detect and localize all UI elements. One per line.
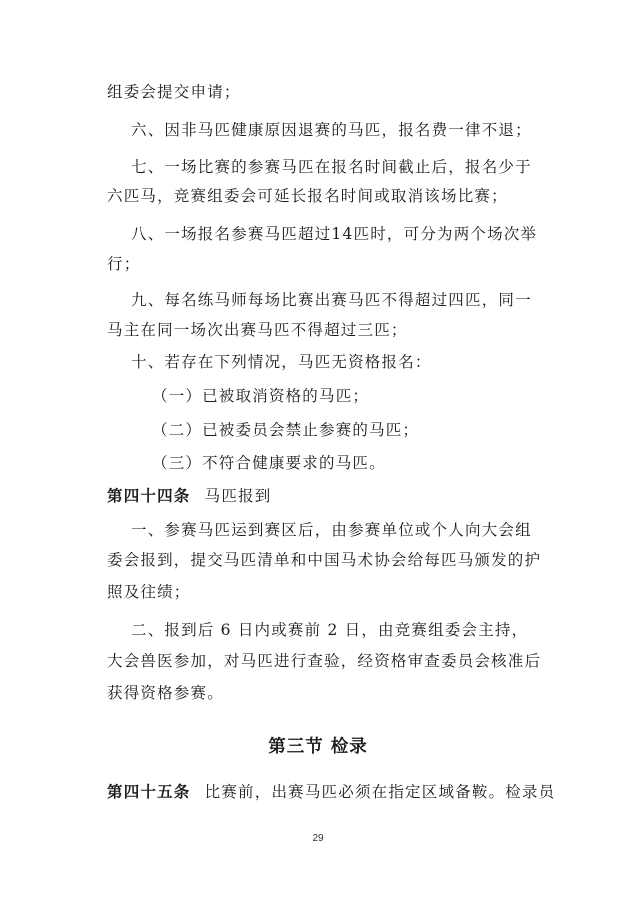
page-number: 29	[312, 833, 324, 844]
paragraph-line: 七、一场比赛的参赛马匹在报名时间截止后，报名少于	[131, 158, 532, 176]
article-45-text: 比赛前，出赛马匹必须在指定区域备鞍。检录员	[204, 783, 556, 801]
paragraph-line: 照及往绩；	[107, 583, 191, 601]
paragraph-line: 十、若存在下列情况，马匹无资格报名：	[131, 353, 432, 371]
article-44-heading: 第四十四条	[107, 487, 191, 505]
paragraph-line: 大会兽医参加，对马匹进行查验，经资格审查委员会核准后	[107, 652, 542, 670]
list-item: （三）不符合健康要求的马匹。	[152, 454, 386, 472]
article-45-line	[107, 782, 555, 802]
article-45-heading: 第四十五条	[107, 783, 191, 801]
paragraph-line: 八、一场报名参赛马匹超过14匹时，可分为两个场次举	[131, 225, 538, 243]
paragraph-line: 九、每名练马师每场比赛出赛马匹不得超过四匹，同一	[131, 291, 532, 309]
paragraph-line: 行；	[107, 255, 141, 273]
paragraph-line: 六、因非马匹健康原因退赛的马匹，报名费一律不退；	[131, 121, 532, 139]
paragraph-line: 马主在同一场次出赛马匹不得超过三匹；	[107, 321, 408, 339]
section-title: 第三节 检录	[268, 737, 368, 757]
paragraph-line: 组委会提交申请；	[107, 83, 241, 101]
list-item: （一）已被取消资格的马匹；	[152, 387, 370, 405]
paragraph-line: 二、报到后 6 日内或赛前 2 日，由竞赛组委会主持，	[131, 621, 529, 639]
paragraph-line: 委会报到，提交马匹清单和中国马术协会给每匹马颁发的护	[107, 551, 542, 569]
paragraph-line: 六匹马，竞赛组委会可延长报名时间或取消该场比赛；	[107, 187, 508, 205]
article-44-heading-line	[107, 486, 271, 506]
list-item: （二）已被委员会禁止参赛的马匹；	[152, 421, 420, 439]
paragraph-line: 获得资格参赛。	[107, 684, 224, 702]
paragraph-line: 一、参赛马匹运到赛区后，由参赛单位或个人向大会组	[131, 521, 532, 539]
article-44-title: 马匹报到	[204, 487, 272, 505]
